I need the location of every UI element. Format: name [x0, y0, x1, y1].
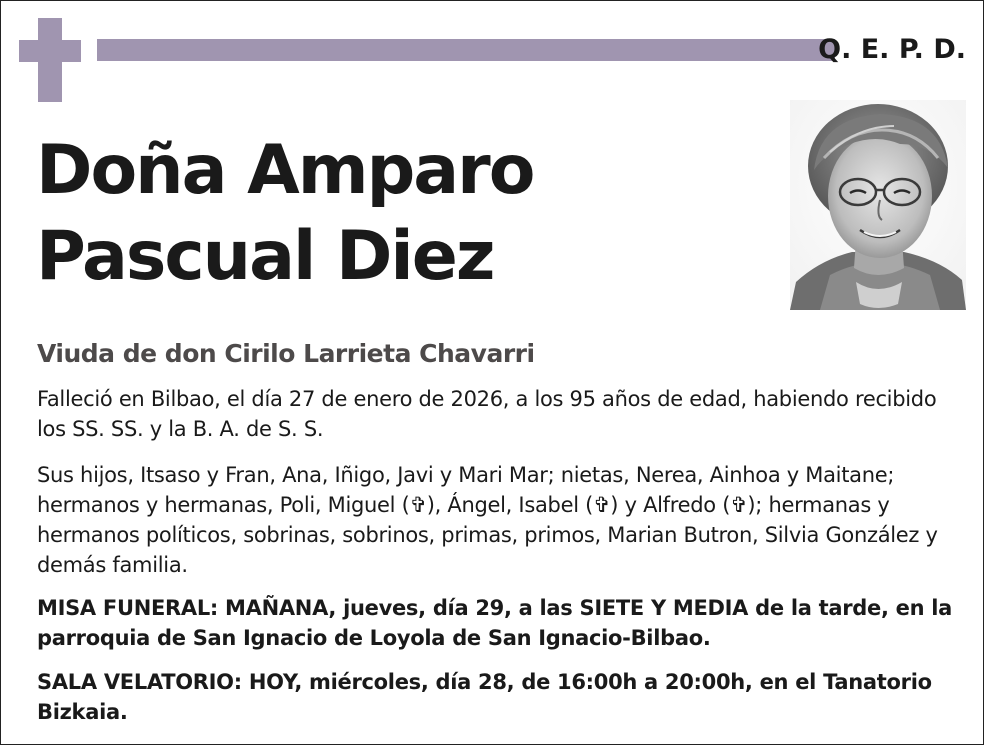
portrait-icon [790, 100, 966, 310]
portrait-photo [790, 100, 966, 310]
family-text-part-4: ); hermanas y hermanos políticos, sobrinas, sobrinos, primas, primos, Marian Butron, Silvia González y demás familia. [37, 493, 938, 577]
cross-icon: ✞ [593, 493, 611, 517]
wake-room-paragraph: SALA VELATORIO: HOY, miércoles, día 28, de 16:00h a 20:00h, en el Tanatorio Bizkaia. [37, 670, 932, 724]
qepd-label: Q. E. P. D. [818, 34, 966, 65]
name-line-2: Pascual Diez [36, 217, 494, 296]
cross-icon-horizontal [19, 40, 81, 62]
header-rule [97, 39, 835, 61]
name-line-1: Doña Amparo [36, 131, 534, 210]
deceased-name [36, 128, 533, 300]
death-paragraph: Falleció en Bilbao, el día 27 de enero de 2026, a los 95 años de edad, habiendo recibido los SS. SS. y la B. A. de S. S. [37, 387, 937, 441]
family-text-part-1: Sus hijos, Itsaso y Fran, Ana, Iñigo, Javi y Mari Mar; nietas, Nerea, Ainhoa y Maitane; hermanos y hermanas, Poli, Miguel ( [37, 463, 895, 517]
cross-icon: ✞ [730, 493, 748, 517]
cross-icon: ✞ [409, 493, 427, 517]
subtitle-widow-of: Viuda de don Cirilo Larrieta Chavarri [37, 339, 535, 368]
family-paragraph [37, 460, 957, 580]
funeral-mass-paragraph: MISA FUNERAL: MAÑANA, jueves, día 29, a las SIETE Y MEDIA de la tarde, en la parroquia de San Ignacio de Loyola de San Ignacio-Bilbao. [37, 596, 953, 650]
family-text-part-2: ), Ángel, Isabel ( [426, 493, 593, 517]
family-text-part-3: ) y Alfredo ( [610, 493, 731, 517]
